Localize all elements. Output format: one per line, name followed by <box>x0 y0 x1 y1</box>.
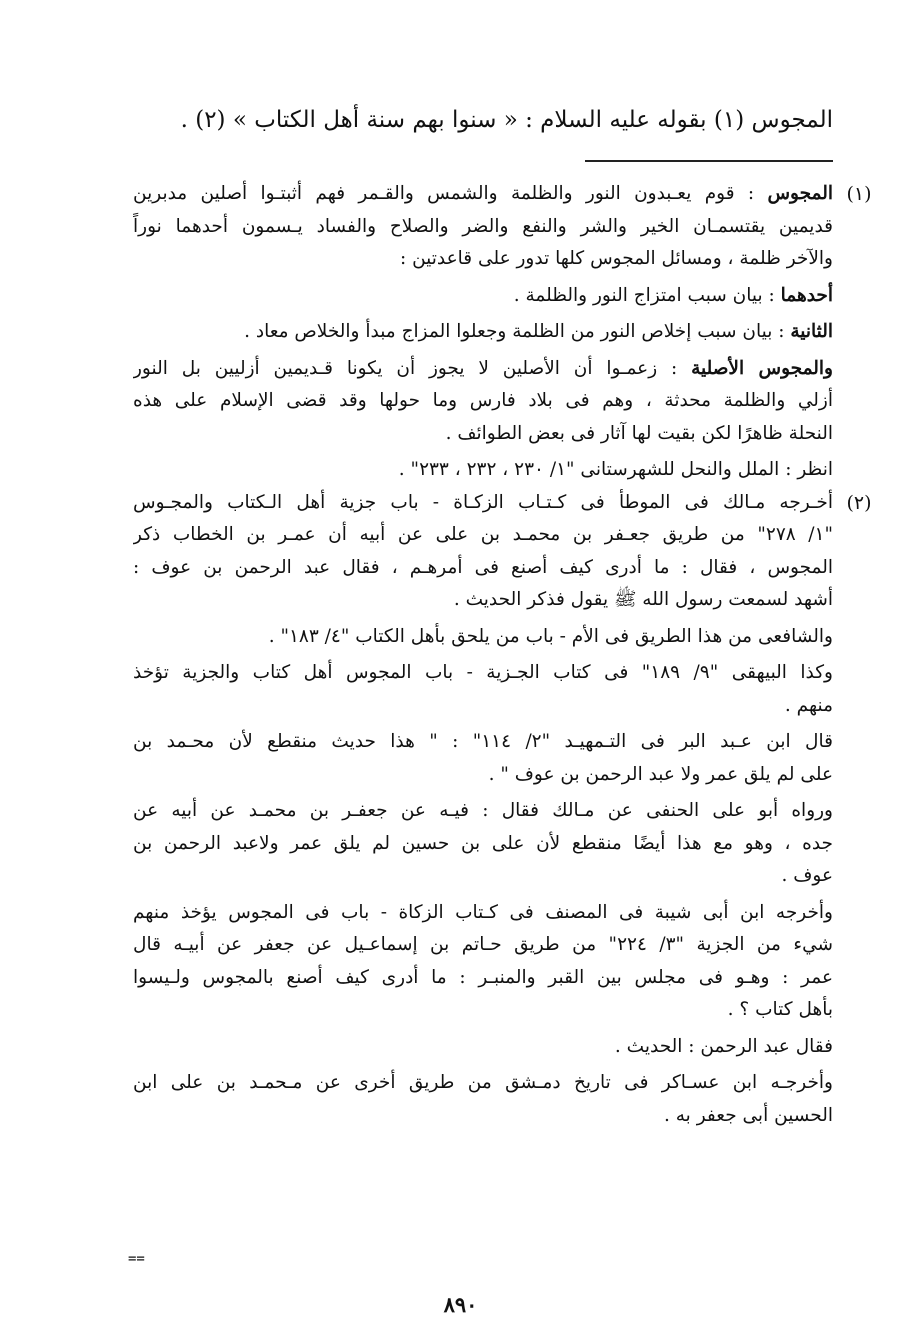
footnote-text: وأخرجـه ابن عسـاكر فى تاريخ دمـشق من طريق أخرى عن مـحمـد بن على ابن <box>133 1072 833 1093</box>
footnote-text: عوف . <box>781 865 833 886</box>
footnote-text: أخـرجه مـالك فى الموطأ فى كـتـاب الزكـاة - باب جزية أهل الـكتاب والمجـوس <box>133 491 833 513</box>
footnote-text: قديمين يقتسمـان الخير والشر والنفع والضر والصلاح والفساد يـسمون أحدهما نوراً <box>133 215 833 237</box>
footnote-text: "١/ ٢٧٨" من طريق جعـفر بن محمـد بن على عن أبيه أن عمـر بن الخطاب ذكر <box>133 524 833 545</box>
footnotes <box>133 178 872 1132</box>
main-text: المجوس (١) بقوله عليه السلام : « سنوا بهم سنة أهل الكتاب » (٢) . <box>180 107 833 133</box>
footnote-line <box>133 962 833 995</box>
footnote-line <box>133 897 833 930</box>
footnote-line <box>133 690 833 723</box>
footnote-text: والشافعى من هذا الطريق فى الأم - باب من يلحق بأهل الكتاب "٤/ ١٨٣" . <box>268 625 833 647</box>
footnote-line <box>133 243 833 276</box>
footnote-line <box>133 1100 833 1133</box>
footnote-line <box>133 657 833 690</box>
footnote-text: على لم يلق عمر ولا عبد الرحمن بن عوف " . <box>488 763 833 785</box>
footnote-text: وكذا البيهقى "٩/ ١٨٩" فى كتاب الجـزية - باب المجوس أهل كتاب والجزية تؤخذ <box>133 662 833 683</box>
footnote-line <box>133 1031 833 1064</box>
footnote-text: أشهد لسمعت رسول الله ﷺ يقول فذكر الحديث . <box>453 589 833 610</box>
footnote-term: المجوس <box>767 183 833 204</box>
footnote-line <box>133 178 833 211</box>
footnote-line <box>133 211 833 244</box>
footnote-line <box>133 828 833 861</box>
footnote-text: شيء من الجزية "٣/ ٢٢٤" من طريق حـاتم بن إسماعـيل عن جعفر عن أبيـه قال <box>133 934 833 955</box>
footnote-text: منهم . <box>784 694 833 716</box>
footnote-term: أحدهما <box>780 284 833 306</box>
footnote-number: (١) <box>846 183 872 205</box>
footnote-text: أزلي والظلمة محدثة ، وهم فى بلاد فارس وما حولها وقد قضى الإسلام على هذه <box>133 390 833 411</box>
footnote-2 <box>133 487 872 1133</box>
footnote-text: : قوم يعـبدون النور والظلمة والشمس والقـمر فهم أثبتـوا أصلين مدبرين <box>133 183 768 204</box>
footnote-line <box>133 621 833 654</box>
footnote-text: المجوس ، فقال : ما أدرى كيف أصنع فى أمرهـم ، فقال عبد الرحمن بن عوف : <box>133 556 833 578</box>
footnote-term: والمجوس الأصلية <box>691 357 833 379</box>
footnote-line <box>133 519 833 552</box>
footnote-line <box>133 454 833 487</box>
footnote-text: وأخرجه ابن أبى شيبة فى المصنف فى كـتاب الزكاة - باب فى المجوس يؤخذ منهم <box>133 901 833 923</box>
footnote-line <box>133 860 833 893</box>
footnote-1 <box>133 178 872 487</box>
footnote-line <box>133 759 833 792</box>
footnote-text: جده ، وهو مع هذا أيضًا منقطع لأن على بن حسين لم يلق عمر ولاعبد الرحمن بن <box>133 832 833 854</box>
footnote-line <box>133 280 833 313</box>
footnote-text: : زعمـوا أن الأصلين لا يجوز أن يكونا قـديمين أزليين بل النور <box>133 357 692 379</box>
footnote-line <box>133 1067 833 1100</box>
footnote-line <box>133 795 833 828</box>
footnote-text: الحسين أبى جعفر به . <box>664 1104 833 1126</box>
footnote-text: ورواه أبو على الحنفى عن مـالك فقال : فيـه عن جعفـر بن محمـد عن أبيه عن <box>133 800 833 821</box>
footnote-line <box>133 552 833 585</box>
footnote-line <box>133 487 833 520</box>
footnote-line <box>133 726 833 759</box>
footnote-line <box>133 385 833 418</box>
footnote-text: : بيان سبب إخلاص النور من الظلمة وجعلوا المزاج مبدأ والخلاص معاد . <box>244 321 791 342</box>
footnote-line <box>133 353 833 386</box>
footnote-number: (٢) <box>846 491 872 514</box>
footnote-text: : بيان سبب امتزاج النور والظلمة . <box>513 284 781 306</box>
footnote-text: النحلة ظاهرًا لكن بقيت لها آثار فى بعض الطوائف . <box>445 422 833 444</box>
page-number: ٨٩٠ <box>443 1292 478 1317</box>
footnote-term: الثانية <box>790 321 833 342</box>
footnote-line <box>133 994 833 1027</box>
footnote-text: والآخر ظلمة ، ومسائل المجوس كلها تدور على قاعدتين : <box>399 248 833 269</box>
footnote-line <box>133 584 833 617</box>
footnote-text: انظر : الملل والنحل للشهرستانى "١/ ٢٣٠ ، ٢٣٢ ، ٢٣٣" . <box>398 459 833 480</box>
footnote-text: بأهل كتاب ؟ . <box>727 999 833 1020</box>
footnote-separator <box>585 160 833 162</box>
end-mark: == <box>128 1251 145 1267</box>
footnote-line <box>133 929 833 962</box>
footnote-line <box>133 316 833 349</box>
footnote-text: قال ابن عـبد البر فى التـمهيـد "٢/ ١١٤" : " هذا حديث منقطع لأن محـمد بن <box>133 731 833 752</box>
footnote-text: عمر : وهـو فى مجلس بين القبر والمنبـر : ما أدرى كيف أصنع بالمجوس ولـيسوا <box>133 966 833 988</box>
footnote-text: فقال عبد الرحمن : الحديث . <box>614 1035 833 1057</box>
footnote-line <box>133 418 833 451</box>
